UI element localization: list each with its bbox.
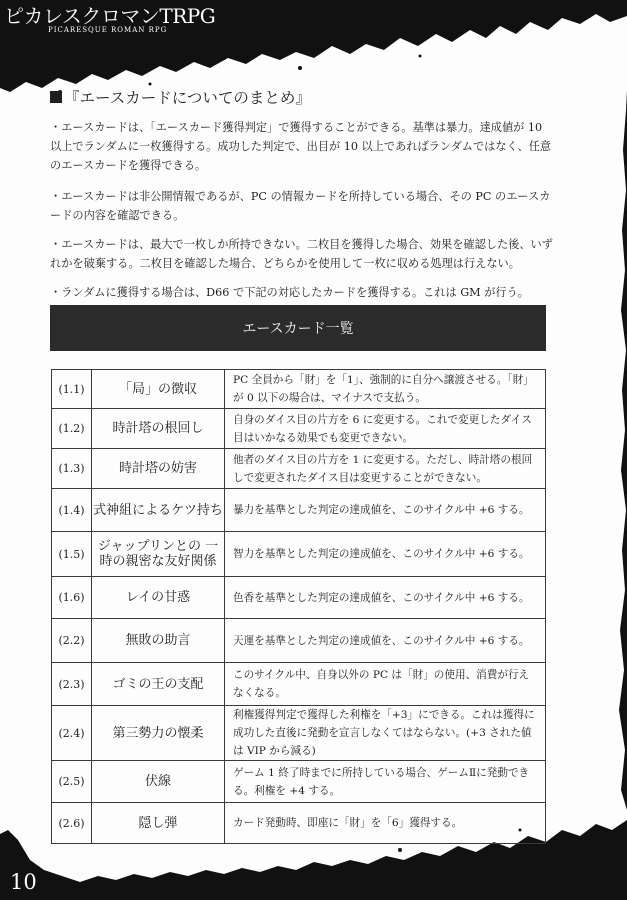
card-effect: 暴力を基準とした判定の達成値を、このサイクル中 +6 する。: [225, 489, 546, 532]
card-name: 無敗の助言: [92, 619, 225, 663]
table-row: [52, 370, 546, 409]
card-name: 式神組によるケツ持ち: [92, 489, 225, 532]
table-row: [52, 449, 546, 489]
table-title-banner: [50, 305, 546, 351]
logo-title: ピカレスクロマンTRPG: [4, 4, 216, 28]
bullet-item: ・ランダムに獲得する場合は、D66 で下記の対応したカードを獲得する。これは GM が行う。: [50, 286, 529, 299]
card-number: (2.3): [52, 663, 92, 706]
table-row: [52, 409, 546, 449]
page-number: 10: [10, 870, 37, 894]
card-effect: 他者のダイス目の片方を 1 に変更する。ただし、時計塔の根回しで変更されたダイス目は変更することができない。: [225, 449, 546, 489]
card-name: 第三勢力の懐柔: [92, 706, 225, 761]
bullet-item: ・エースカードは非公開情報であるが、PC の情報カードを所持している場合、その PC のエースカードの内容を確認できる。: [50, 190, 551, 222]
card-effect: ゲーム 1 終了時までに所持している場合、ゲームⅡに発動できる。利権を +4 する。: [225, 761, 546, 803]
card-effect: PC 全員から「財」を「1」、強制的に自分へ譲渡させる。「財」が 0 以下の場合は、マイナスで支払う。: [225, 370, 546, 409]
card-name: 伏線: [92, 761, 225, 803]
section-heading: [50, 86, 311, 108]
card-number: (1.5): [52, 532, 92, 577]
card-effect: 天運を基準とした判定の達成値を、このサイクル中 +6 する。: [225, 619, 546, 663]
table-title: エースカード一覧: [242, 321, 354, 337]
logo: [4, 0, 215, 34]
bullet-item: ・エースカードは、最大で一枚しか所持できない。二枚目を獲得した場合、効果を確認した後、いずれかを破棄する。二枚目を確認した場合、どちらかを使用して一枚に収める処理は行えない。: [50, 238, 553, 270]
card-name: 時計塔の根回し: [92, 409, 225, 449]
table-row: [52, 761, 546, 803]
card-number: (2.5): [52, 761, 92, 803]
card-effect: 利権獲得判定で獲得した利権を「+3」にできる。これは獲得に成功した直後に発動を宣言しなくてはならない。(+3 された値は VIP から減る): [225, 706, 546, 761]
card-name: 隠し弾: [92, 803, 225, 844]
card-name: ジャップリンとの 一時の親密な友好関係: [92, 532, 225, 577]
bullet-list: [50, 118, 556, 302]
card-number: (1.2): [52, 409, 92, 449]
card-number: (2.2): [52, 619, 92, 663]
card-number: (2.4): [52, 706, 92, 761]
table-row: [52, 489, 546, 532]
section-heading-text: 『エースカードについてのまとめ』: [64, 89, 311, 107]
ink-right-border: [613, 90, 627, 810]
card-name: ゴミの王の支配: [92, 663, 225, 706]
logo-subtitle: PICARESQUE ROMAN RPG: [48, 26, 168, 34]
card-effect: 色香を基準とした判定の達成値を、このサイクル中 +6 する。: [225, 577, 546, 619]
card-effect: カード発動時、即座に「財」を「6」獲得する。: [225, 803, 546, 844]
card-effect: このサイクル中、自身以外の PC は「財」の使用、消費が行えなくなる。: [225, 663, 546, 706]
ace-card-table: [51, 369, 546, 844]
card-effect: 自身のダイス目の片方を 6 に変更する。これで変更したダイス目はいかなる効果でも変更できない。: [225, 409, 546, 449]
table-row: [52, 532, 546, 577]
card-name: 「局」の徴収: [92, 370, 225, 409]
card-number: (1.3): [52, 449, 92, 489]
table-row: [52, 706, 546, 761]
table-row: [52, 663, 546, 706]
card-number: (2.6): [52, 803, 92, 844]
table-row: [52, 577, 546, 619]
bullet-item: ・エースカードは、「エースカード獲得判定」で獲得することができる。基準は暴力。達成値が 10 以上でランダムに一枚獲得する。成功した判定で、出目が 10 以上であればランダムではなく、任意のエースカードを獲得できる。: [50, 121, 552, 172]
card-name: 時計塔の妨害: [92, 449, 225, 489]
black-square-icon: [50, 91, 62, 103]
table-row: [52, 803, 546, 844]
card-number: (1.4): [52, 489, 92, 532]
card-name: レイの甘惑: [92, 577, 225, 619]
card-number: (1.6): [52, 577, 92, 619]
table-row: [52, 619, 546, 663]
card-number: (1.1): [52, 370, 92, 409]
card-effect: 智力を基準とした判定の達成値を、このサイクル中 +6 する。: [225, 532, 546, 577]
